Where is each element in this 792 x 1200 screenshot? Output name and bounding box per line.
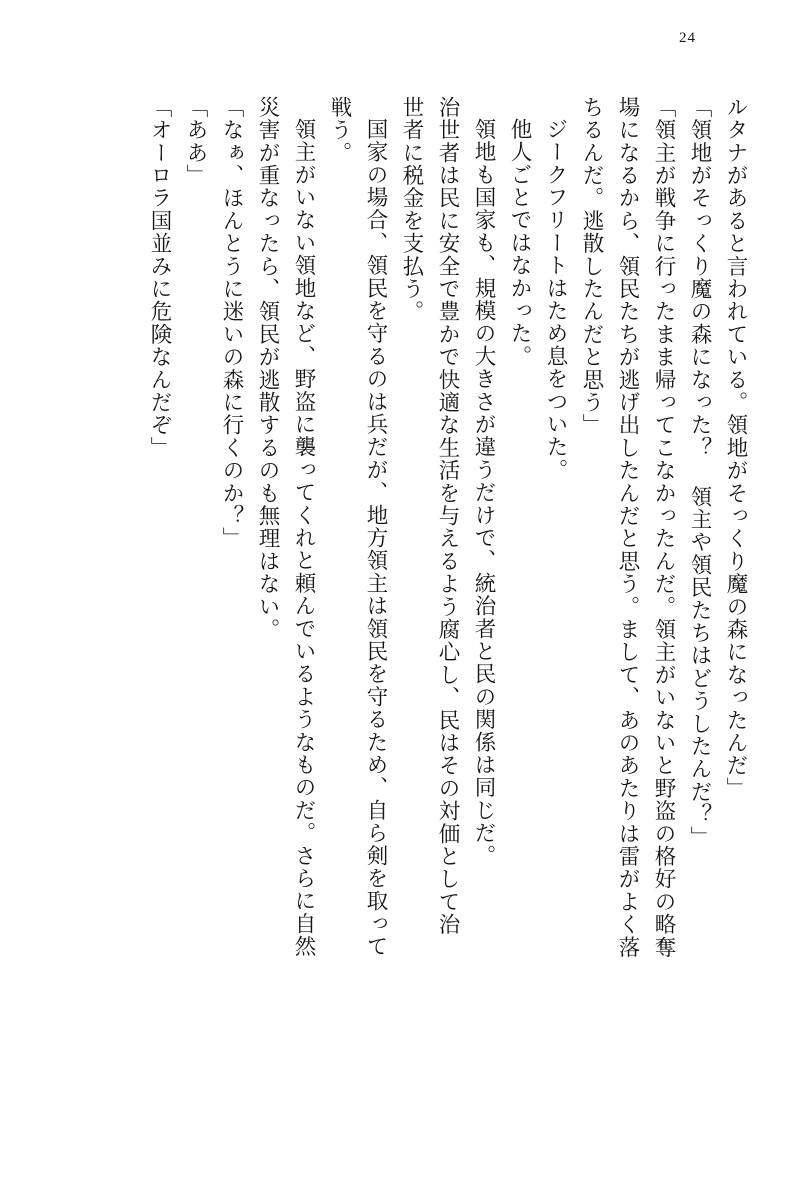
text-line: 「領主が戦争に行ったまま帰ってこなかったんだ。領主がいないと野盗の格好の略奪 [651, 96, 676, 959]
text-line: 「なぁ、ほんとうに迷いの森に行くのか？」 [219, 96, 244, 550]
text-line: 戦う。 [327, 96, 352, 165]
page-number: 24 [679, 30, 696, 46]
text-line: 他人ごとではなかった。 [507, 118, 532, 368]
text-line: 災害が重なったら、領民が逃散するのも無理はない。 [255, 96, 280, 641]
text-line: 「領地がそっくり魔の森になった？ 領主や領民たちはどうしたんだ？」 [687, 96, 712, 849]
text-line: ジークフリートはため息をついた。 [543, 118, 568, 482]
text-line: 「ああ」 [183, 96, 208, 187]
text-line: 領主がいない領地など、野盗に襲ってくれと頼んでいるようなものだ。さらに自然 [291, 118, 316, 958]
text-line: 場になるから、領民たちが逃げ出したんだと思う。まして、あのあたりは雷がよく落 [615, 96, 640, 959]
text-line: 「オーロラ国並みに危険なんだぞ」 [147, 96, 172, 460]
text-line: 治世者は民に安全で豊かで快適な生活を与えるよう腐心し、民はその対価として治 [435, 96, 460, 936]
text-line: ちるんだ。逃散したんだと思う」 [579, 96, 604, 437]
vertical-text-body [46, 96, 746, 1136]
text-line: 領地も国家も、規模の大きさが違うだけで、統治者と民の関係は同じだ。 [471, 118, 496, 868]
text-line: 国家の場合、領民を守るのは兵だが、地方領主は領民を守るため、自ら剣を取って [363, 118, 388, 958]
text-line: ルタナがあると言われている。領地がそっくり魔の森になったんだ」 [723, 96, 748, 800]
text-line: 世者に税金を支払う。 [399, 96, 424, 323]
